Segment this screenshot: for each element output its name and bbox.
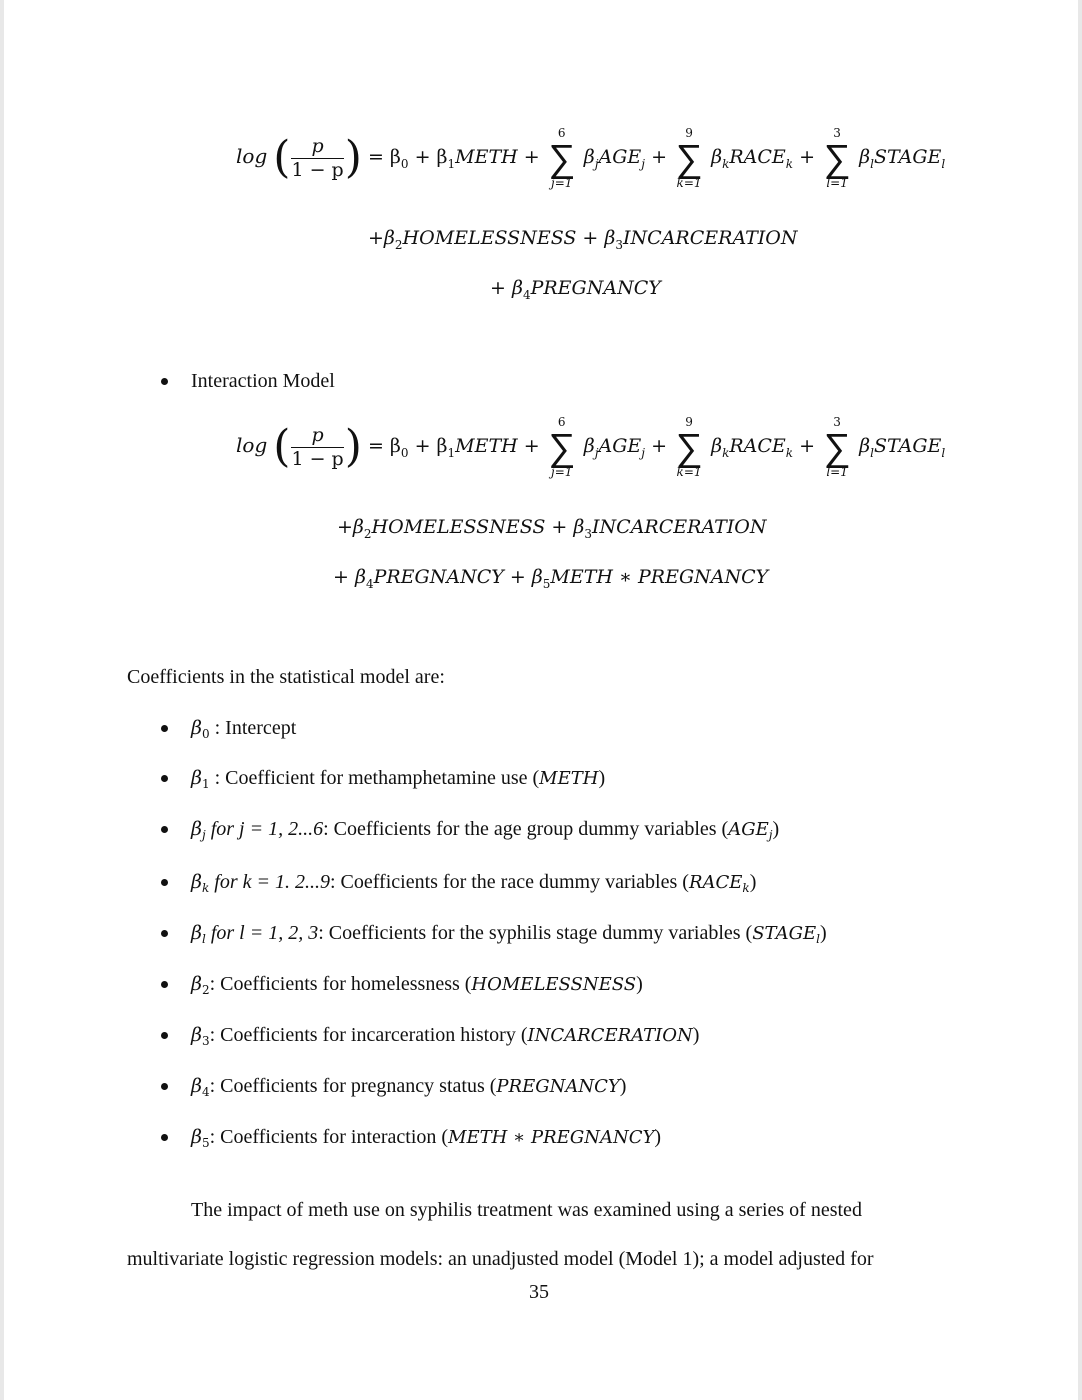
sub-j: j	[594, 446, 599, 460]
bullet-icon	[161, 1134, 168, 1141]
coefficient-symbol: β	[191, 871, 202, 893]
variable-name: HOMELESSNESS	[471, 974, 637, 995]
close-paren: )	[692, 1024, 700, 1046]
eq-text: METH +	[455, 435, 540, 457]
sub-k: k	[785, 157, 794, 171]
close-paren: )	[598, 767, 606, 789]
eq-text: PREGNANCY	[530, 277, 661, 299]
sub-1: 1	[447, 157, 456, 171]
sum-lower: l=1	[826, 465, 848, 479]
coefficient-symbol: β	[191, 1126, 202, 1148]
sigma-icon: ∑	[823, 136, 851, 180]
equation-main-line1	[236, 126, 945, 190]
sub-4: 4	[522, 288, 531, 302]
eq-text: β	[859, 146, 871, 168]
coefficient-symbol: β	[191, 1024, 202, 1046]
bullet-icon	[161, 879, 168, 886]
coefficient-subscript: 2	[201, 983, 210, 997]
sub-3: 3	[584, 527, 593, 541]
sub-0: 0	[400, 157, 409, 171]
page-edge-right	[1078, 0, 1082, 1400]
equation-main-line2	[368, 227, 798, 252]
page-number: 35	[529, 1281, 549, 1303]
sigma-icon: ∑	[548, 425, 576, 469]
eq-text: RACE	[729, 435, 786, 457]
summation-j	[547, 126, 577, 190]
coefficient-description: : Coefficients for interaction (	[209, 1126, 449, 1148]
eq-text: +	[651, 435, 667, 457]
sum-lower: l=1	[826, 176, 848, 190]
eq-text: + β	[408, 146, 448, 168]
paren-close: )	[344, 421, 362, 472]
sub-k: k	[785, 446, 794, 460]
equation-interaction-line3	[333, 566, 768, 591]
variable-subscript: l	[816, 932, 820, 946]
sub-j: j	[641, 446, 646, 460]
eq-text: +	[651, 146, 667, 168]
sub-2: 2	[363, 527, 372, 541]
eq-text: RACE	[729, 146, 786, 168]
close-paren: )	[749, 871, 757, 893]
sub-j: j	[641, 157, 646, 171]
sub-k: k	[722, 446, 730, 460]
coefficient-range: for k = 1. 2...9	[209, 871, 330, 893]
eq-text: +	[799, 435, 816, 457]
sum-upper: 3	[833, 126, 841, 140]
variable-name: METH ∗ PREGNANCY	[448, 1127, 655, 1148]
fraction	[291, 424, 343, 470]
sum-lower: k=1	[676, 465, 702, 479]
coefficient-symbol: β	[191, 767, 202, 789]
coefficient-description: : Coefficients for pregnancy status (	[209, 1075, 497, 1097]
bullet-icon	[161, 981, 168, 988]
bullet-icon	[161, 378, 168, 385]
close-paren: )	[819, 922, 827, 944]
close-paren: )	[772, 818, 780, 840]
eq-text: INCARCERATION	[592, 516, 767, 538]
coefficient-item	[191, 1023, 699, 1053]
eq-text: +β	[368, 227, 395, 249]
bullet-icon	[161, 930, 168, 937]
fraction-denominator: 1 − p	[291, 159, 344, 181]
summation-j	[547, 415, 577, 479]
sum-lower: j=1	[551, 465, 573, 479]
coefficient-item	[191, 766, 605, 796]
coefficients-intro: Coefficients in the statistical model are:	[127, 666, 445, 688]
variable-name: INCARCERATION	[527, 1025, 693, 1046]
coefficient-description: : Coefficient for methamphetamine use (	[209, 767, 540, 789]
equation-interaction-line1	[236, 415, 945, 479]
log-function: log	[236, 144, 268, 168]
sub-l: l	[870, 157, 874, 171]
fraction-numerator: p	[291, 135, 343, 159]
coefficient-description: : Coefficients for the syphilis stage dummy variables (	[318, 922, 753, 944]
summation-l	[822, 126, 852, 190]
eq-text: AGE	[598, 146, 642, 168]
coefficient-description: : Coefficients for the race dummy variables (	[329, 871, 689, 893]
eq-text: +	[799, 146, 816, 168]
eq-text: β	[711, 146, 723, 168]
sum-upper: 9	[685, 126, 693, 140]
paragraph-line: The impact of meth use on syphilis treatment was examined using a series of nested	[191, 1199, 862, 1221]
coefficient-description: : Coefficients for homelessness (	[209, 973, 472, 995]
coefficient-symbol: β	[191, 922, 202, 944]
sigma-icon: ∑	[675, 425, 703, 469]
coefficient-description: : Intercept	[209, 717, 297, 739]
eq-text: STAGE	[873, 435, 942, 457]
coefficient-item	[191, 921, 827, 951]
eq-text: + β	[408, 435, 448, 457]
equation-interaction-line2	[337, 516, 767, 541]
eq-text: + β	[490, 277, 523, 299]
sigma-icon: ∑	[548, 136, 576, 180]
sub-4: 4	[365, 577, 374, 591]
variable-subscript: k	[742, 881, 750, 895]
coefficient-symbol: β	[191, 717, 202, 739]
eq-text: STAGE	[873, 146, 942, 168]
coefficient-subscript: 0	[201, 727, 210, 741]
sub-j: j	[594, 157, 599, 171]
sum-upper: 9	[685, 415, 693, 429]
sum-lower: k=1	[676, 176, 702, 190]
sum-upper: 6	[557, 126, 566, 140]
coefficient-description: : Coefficients for the age group dummy variables (	[323, 818, 729, 840]
coefficient-subscript: 3	[201, 1034, 210, 1048]
sigma-icon: ∑	[823, 425, 851, 469]
sub-l: l	[941, 446, 946, 460]
sub-k: k	[722, 157, 730, 171]
coefficient-subscript: 1	[201, 777, 210, 791]
coefficient-subscript: k	[201, 881, 210, 895]
eq-text: + β	[333, 566, 366, 588]
eq-text: = β	[367, 435, 401, 457]
variable-name: STAGE	[752, 923, 817, 944]
close-paren: )	[619, 1075, 627, 1097]
sum-lower: j=1	[551, 176, 573, 190]
coefficient-item	[191, 716, 296, 746]
sigma-icon: ∑	[675, 136, 703, 180]
sub-3: 3	[615, 238, 624, 252]
close-paren: )	[654, 1126, 662, 1148]
bullet-icon	[161, 826, 168, 833]
eq-text: INCARCERATION	[623, 227, 798, 249]
paren-close: )	[344, 132, 362, 183]
eq-text: HOMELESSNESS + β	[371, 516, 585, 538]
fraction-denominator: 1 − p	[291, 448, 344, 470]
eq-text: METH +	[455, 146, 540, 168]
paragraph-line: multivariate logistic regression models: an unadjusted model (Model 1); a model adjusted for	[127, 1248, 874, 1270]
summation-k	[674, 126, 704, 190]
sub-l: l	[870, 446, 874, 460]
fraction-numerator: p	[291, 424, 343, 448]
log-function: log	[236, 433, 268, 457]
coefficient-item	[191, 870, 756, 900]
coefficient-item	[191, 817, 779, 847]
variable-subscript: j	[768, 828, 773, 842]
coefficient-symbol: β	[191, 1075, 202, 1097]
eq-text: METH ∗ PREGNANCY	[550, 566, 769, 588]
sum-upper: 6	[557, 415, 566, 429]
bullet-icon	[161, 775, 168, 782]
coefficient-range: for j = 1, 2...6	[205, 818, 324, 840]
equation-main-line3	[490, 277, 661, 302]
sub-1: 1	[447, 446, 456, 460]
bullet-icon	[161, 1083, 168, 1090]
eq-text: HOMELESSNESS + β	[402, 227, 616, 249]
eq-text: +β	[337, 516, 364, 538]
coefficient-range: for l = 1, 2, 3	[205, 922, 319, 944]
page-edge-left	[0, 0, 4, 1400]
coefficient-subscript: 5	[201, 1136, 210, 1150]
eq-text: PREGNANCY + β	[373, 566, 543, 588]
paren-open: (	[273, 421, 291, 472]
eq-text: AGE	[598, 435, 642, 457]
coefficient-item	[191, 1125, 661, 1155]
variable-name: METH	[539, 768, 599, 789]
variable-name: RACE	[688, 872, 743, 893]
sub-l: l	[941, 157, 946, 171]
bullet-icon	[161, 1032, 168, 1039]
paren-open: (	[273, 132, 291, 183]
close-paren: )	[636, 973, 643, 995]
variable-name: PREGNANCY	[496, 1076, 620, 1097]
sub-5: 5	[542, 577, 551, 591]
interaction-model-label: Interaction Model	[191, 370, 335, 392]
coefficient-symbol: β	[191, 973, 202, 995]
sub-2: 2	[394, 238, 403, 252]
eq-text: β	[859, 435, 871, 457]
coefficient-subscript: l	[201, 932, 206, 946]
bullet-icon	[161, 725, 168, 732]
coefficient-item	[191, 972, 643, 1002]
eq-text: β	[583, 435, 595, 457]
eq-text: β	[583, 146, 595, 168]
coefficient-subscript: j	[201, 828, 206, 842]
coefficient-description: : Coefficients for incarceration history (	[209, 1024, 528, 1046]
summation-l	[822, 415, 852, 479]
summation-k	[674, 415, 704, 479]
eq-text: = β	[367, 146, 401, 168]
coefficient-symbol: β	[191, 818, 202, 840]
coefficient-item	[191, 1074, 626, 1104]
variable-name: AGE	[728, 819, 769, 840]
sum-upper: 3	[833, 415, 841, 429]
sub-0: 0	[400, 446, 409, 460]
coefficient-subscript: 4	[201, 1085, 210, 1099]
eq-text: β	[711, 435, 723, 457]
fraction	[291, 135, 343, 181]
